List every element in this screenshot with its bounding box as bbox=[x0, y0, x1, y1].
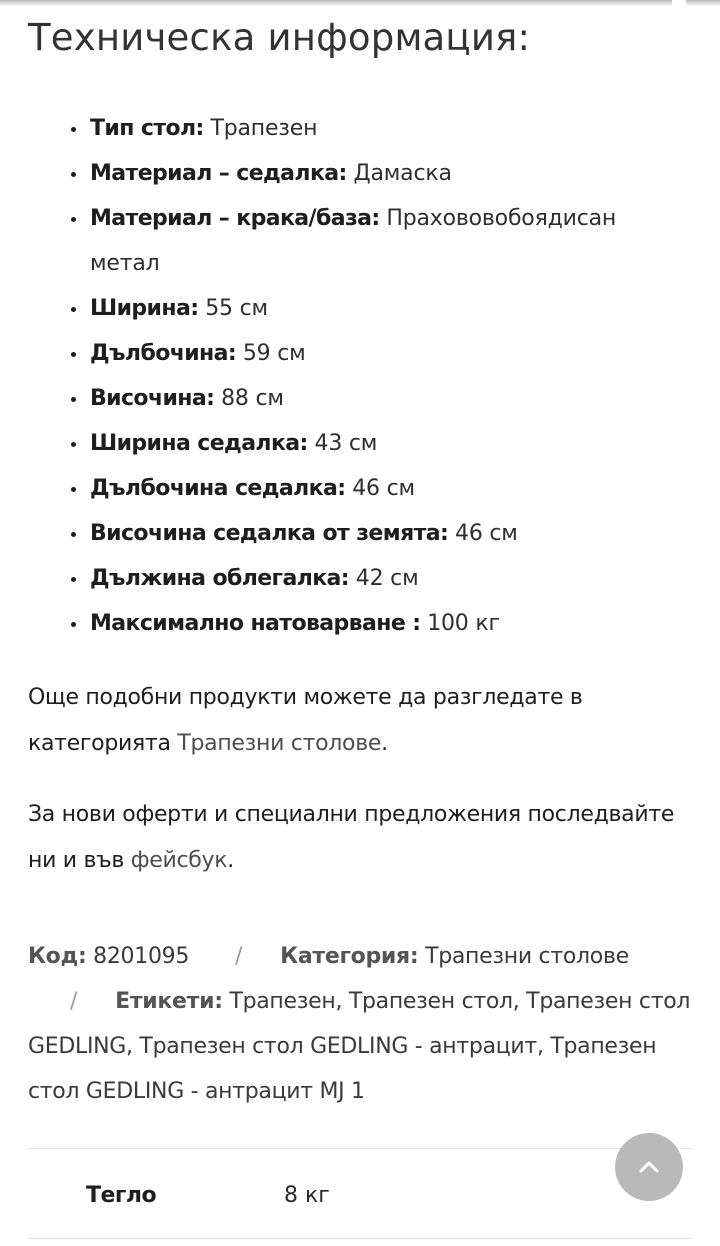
meta-category-link[interactable]: Трапезни столове bbox=[418, 944, 629, 969]
spec-value: 42 см bbox=[349, 566, 419, 591]
similar-products-paragraph bbox=[28, 675, 688, 767]
spec-value: 46 см bbox=[345, 476, 415, 501]
social-end: . bbox=[227, 848, 234, 873]
spec-label: Дълбочина седалка: bbox=[90, 476, 346, 501]
code-value: 8201095 bbox=[86, 944, 190, 969]
spec-item bbox=[88, 196, 678, 286]
tags-links[interactable]: Трапезен, Трапезен стол, Трапезен стол GEDLING, Трапезен стол GEDLING - антрацит, Трапезен стол GEDLING - антрацит MJ 1 bbox=[28, 989, 691, 1104]
scroll-to-top-button[interactable] bbox=[615, 1133, 683, 1201]
spec-label: Ширина: bbox=[90, 296, 199, 321]
product-meta bbox=[28, 934, 698, 1114]
tags-label: Етикети: bbox=[115, 989, 223, 1014]
spec-label: Дълбочина: bbox=[90, 341, 237, 366]
attributes-bottom-divider bbox=[28, 1238, 692, 1239]
similar-text: Още подобни продукти можете да разгледате в категорията bbox=[28, 685, 583, 756]
spec-item bbox=[88, 511, 678, 556]
category-label: Категория: bbox=[280, 944, 419, 969]
weight-label: Тегло bbox=[86, 1183, 157, 1208]
facebook-link[interactable]: фейсбук bbox=[130, 848, 228, 873]
social-text: За нови оферти и специални предложения последвайте ни и във bbox=[28, 802, 675, 873]
spec-value: Дамаска bbox=[346, 161, 452, 186]
spec-item bbox=[88, 151, 678, 196]
top-bar-shadow bbox=[0, 0, 720, 6]
spec-item bbox=[88, 601, 678, 646]
spec-label: Тип стол: bbox=[90, 116, 204, 141]
attributes-top-divider bbox=[28, 1148, 692, 1149]
spec-value: 46 см bbox=[448, 521, 518, 546]
similar-end: . bbox=[381, 731, 388, 756]
spec-label: Височина: bbox=[90, 386, 215, 411]
category-link[interactable]: Трапезни столове bbox=[177, 731, 382, 756]
spec-item bbox=[88, 556, 678, 601]
spec-item bbox=[88, 106, 678, 151]
spec-value: 43 см bbox=[307, 431, 378, 456]
spec-value: 88 см bbox=[214, 386, 284, 411]
spec-value: Трапезен bbox=[203, 116, 318, 141]
spec-value: Прахововобоядисан метал bbox=[90, 206, 617, 276]
spec-item bbox=[88, 376, 678, 421]
spec-item bbox=[88, 286, 678, 331]
spec-item bbox=[88, 466, 678, 511]
spec-label: Височина седалка от земята: bbox=[90, 521, 449, 546]
spec-label: Материал – крака/база: bbox=[90, 206, 380, 231]
spec-value: 59 см bbox=[236, 341, 306, 366]
meta-separator: / bbox=[70, 989, 78, 1014]
technical-info-heading: Техническа информация: bbox=[28, 16, 531, 59]
code-label: Код: bbox=[28, 944, 87, 969]
spec-item bbox=[88, 331, 678, 376]
spec-list bbox=[70, 106, 678, 646]
spec-label: Максимално натоварване : bbox=[90, 611, 421, 636]
social-paragraph bbox=[28, 792, 688, 884]
spec-label: Ширина седалка: bbox=[90, 431, 308, 456]
spec-label: Дължина облегалка: bbox=[90, 566, 349, 591]
spec-value: 55 см bbox=[198, 296, 268, 321]
spec-value: 100 кг bbox=[420, 611, 500, 636]
weight-value: 8 кг bbox=[284, 1183, 330, 1208]
spec-item bbox=[88, 421, 678, 466]
chevron-up-icon bbox=[638, 1160, 660, 1174]
meta-separator: / bbox=[235, 944, 243, 969]
spec-label: Материал – седалка: bbox=[90, 161, 347, 186]
